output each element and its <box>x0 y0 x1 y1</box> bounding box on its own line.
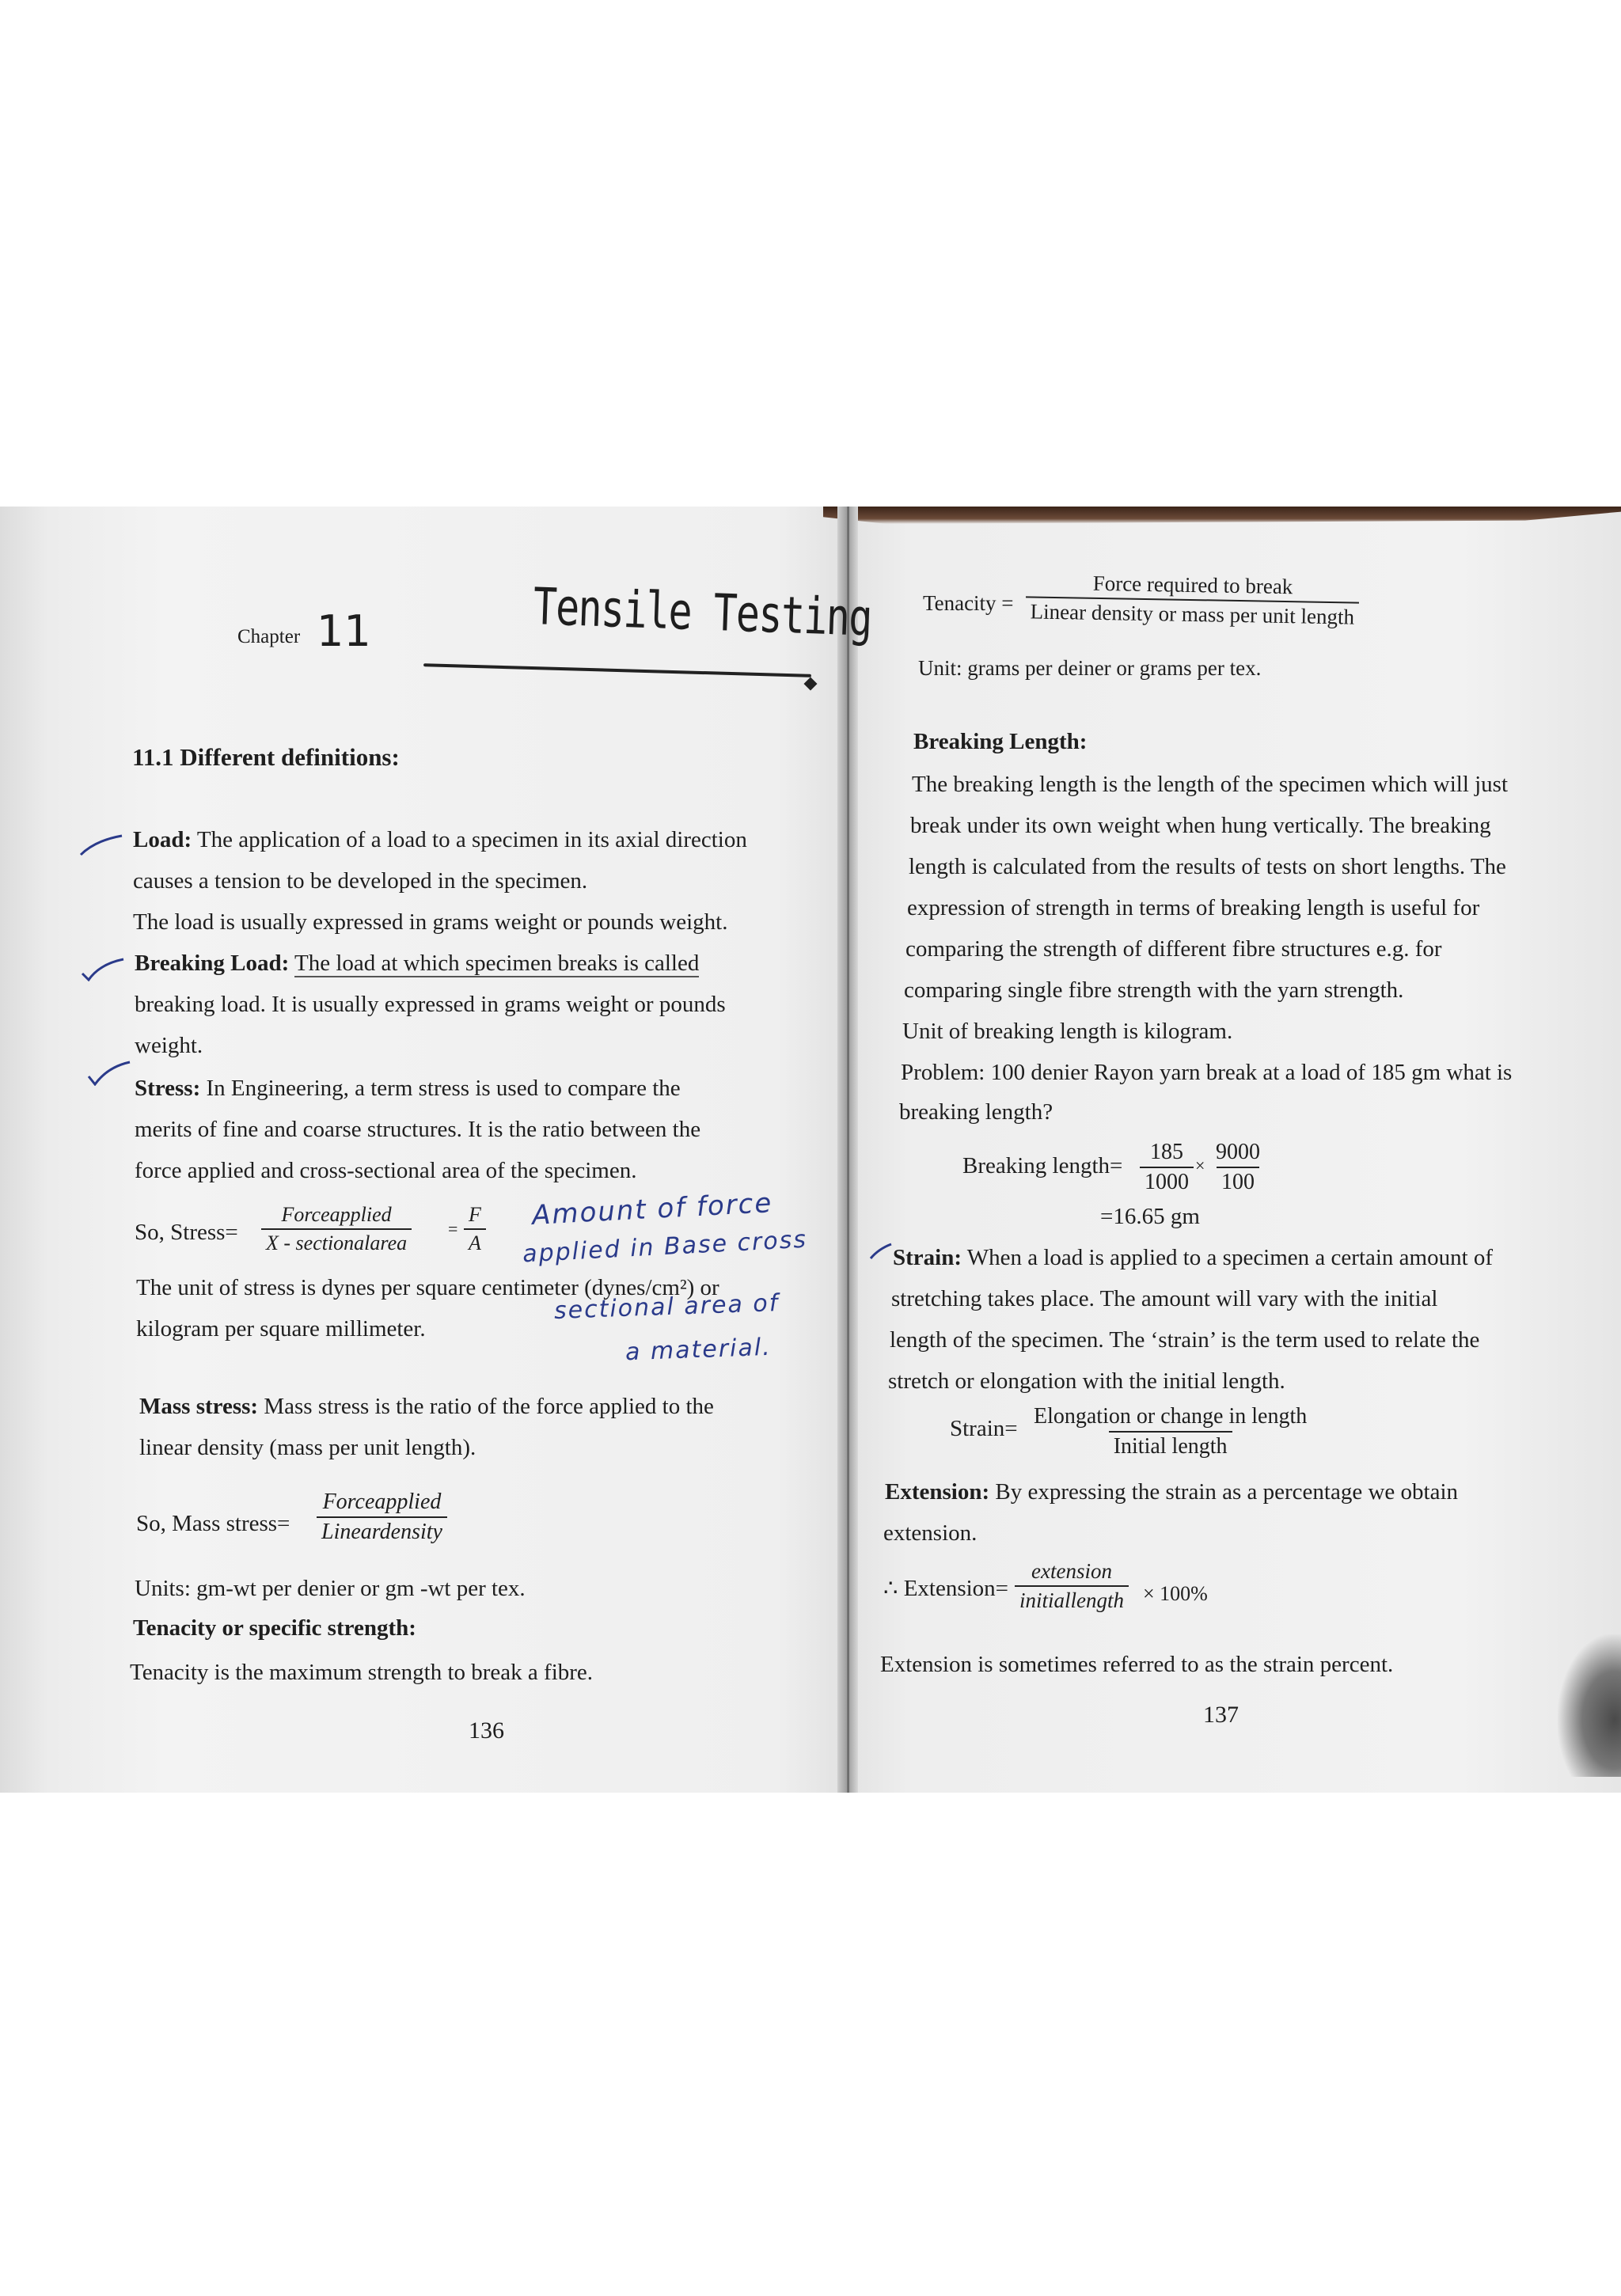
title-underline <box>423 663 811 677</box>
stress-line2: merits of fine and coarse structures. It is the ratio between the <box>135 1117 701 1142</box>
tenacity-formula-prefix: Tenacity = <box>923 591 1014 615</box>
handwritten-note-line3: sectional area of <box>553 1289 780 1325</box>
handwritten-note-line1: Amount of force <box>531 1187 774 1231</box>
book-edge-shadow <box>823 507 1621 524</box>
checkmark-icon <box>869 1243 893 1262</box>
page-number-left: 136 <box>469 1717 504 1744</box>
chapter-number: 11 <box>317 606 371 656</box>
breaking-length-line5: comparing the strength of different fibre structures e.g. for <box>905 936 1442 962</box>
problem-line1: Problem: 100 denier Rayon yarn break at a load of 185 gm what is <box>901 1060 1513 1085</box>
book-gutter <box>837 507 858 1793</box>
extension-note: Extension is sometimes referred to as the strain percent. <box>880 1652 1394 1677</box>
breaking-length-calc-result: =16.65 gm <box>1100 1204 1200 1229</box>
page-number-right: 137 <box>1203 1702 1239 1728</box>
stress-unit-line2: kilogram per square millimeter. <box>136 1316 426 1342</box>
load-line1: Load: The application of a load to a specimen in its axial direction <box>133 827 747 852</box>
mass-stress-formula-prefix: So, Mass stress= <box>136 1511 290 1536</box>
chapter-label: Chapter <box>237 626 301 647</box>
checkmark-icon <box>87 1061 131 1086</box>
checkmark-icon <box>81 956 125 981</box>
stress-unit-line1: The unit of stress is dynes per square centimeter (dynes/cm²) or <box>136 1275 719 1300</box>
stress-formula-fa: $\frac{F}{A}$ <box>464 1203 486 1255</box>
tenacity-heading: Tenacity or specific strength: <box>133 1615 416 1641</box>
breaking-load-line2: breaking load. It is usually expressed in grams weight or pounds <box>135 992 726 1017</box>
extension-line1: Extension: By expressing the strain as a percentage we obtain <box>885 1479 1459 1505</box>
breaking-load-line3: weight. <box>135 1033 203 1058</box>
breaking-load-line1: Breaking Load: The load at which specimen breaks is called <box>135 951 700 976</box>
stress-formula-fraction: Forceapplied X - sectionalarea <box>261 1203 412 1255</box>
breaking-length-calc-fraction2: $\frac{9000}{100}$ <box>1216 1140 1260 1194</box>
strain-line2: stretching takes place. The amount will vary with the initial <box>891 1286 1438 1311</box>
strain-formula-fraction: Elongation or change in length Initial length <box>1034 1404 1308 1459</box>
stress-formula-eq: = <box>448 1219 458 1239</box>
stress-line3: force applied and cross-sectional area of the specimen. <box>135 1158 637 1183</box>
breaking-length-calc-fraction1: $\frac{185}{1000}$ <box>1140 1140 1194 1195</box>
tenacity-unit: Unit: grams per deiner or grams per tex. <box>918 656 1262 680</box>
strain-line1: Strain: When a load is applied to a specimen a certain amount of <box>893 1245 1494 1270</box>
checkmark-icon <box>79 833 123 858</box>
extension-formula-suffix: × 100% <box>1143 1582 1208 1605</box>
mass-stress-line1: Mass stress: Mass stress is the ratio of the force applied to the <box>139 1394 714 1419</box>
load-line2: causes a tension to be developed in the specimen. <box>133 868 588 894</box>
breaking-length-heading: Breaking Length: <box>913 729 1088 754</box>
stress-line1: Stress: In Engineering, a term stress is used to compare the <box>135 1076 681 1101</box>
breaking-length-line3: length is calculated from the results of tests on short lengths. The <box>909 854 1506 879</box>
breaking-length-unit: Unit of breaking length is kilogram. <box>902 1019 1233 1044</box>
breaking-length-calc-prefix: Breaking length= <box>962 1153 1123 1178</box>
handwritten-note-line2: applied in Base cross <box>522 1225 808 1269</box>
breaking-length-line1: The breaking length is the length of the specimen which will just <box>912 772 1509 797</box>
breaking-length-line4: expression of strength in terms of breaking length is useful for <box>907 895 1480 920</box>
handwritten-note-line4: a material. <box>624 1333 773 1367</box>
breaking-length-calc-times: × <box>1195 1156 1205 1175</box>
problem-line2: breaking length? <box>899 1099 1053 1125</box>
title-underline-end <box>804 677 818 691</box>
section-heading: 11.1 Different definitions: <box>132 743 400 771</box>
extension-line2: extension. <box>883 1520 978 1546</box>
strain-formula-prefix: Strain= <box>950 1416 1018 1441</box>
tenacity-formula-fraction: Force required to break Linear density or mass per unit length <box>1025 570 1360 629</box>
extension-formula-fraction: extension initiallength <box>1015 1559 1129 1613</box>
mass-stress-line2: linear density (mass per unit length). <box>139 1435 476 1460</box>
strain-line4: stretch or elongation with the initial length. <box>888 1368 1285 1394</box>
mass-stress-units: Units: gm-wt per denier or gm -wt per tex. <box>135 1576 526 1601</box>
book-spread <box>0 507 1621 1793</box>
load-line3: The load is usually expressed in grams weight or pounds weight. <box>133 909 728 935</box>
stress-formula-prefix: So, Stress= <box>135 1220 238 1245</box>
strain-line3: length of the specimen. The ‘strain’ is the term used to relate the <box>890 1327 1480 1353</box>
breaking-length-line2: break under its own weight when hung vertically. The breaking <box>910 813 1491 838</box>
breaking-length-line6: comparing single fibre strength with the yarn strength. <box>904 977 1404 1003</box>
chapter-title: Tensile Testing <box>532 578 873 648</box>
extension-formula-prefix: ∴ Extension= <box>883 1576 1009 1601</box>
tenacity-line1: Tenacity is the maximum strength to break a fibre. <box>130 1660 594 1685</box>
thumb-smudge <box>1558 1634 1621 1777</box>
mass-stress-formula-fraction: Forceapplied Lineardensity <box>317 1490 447 1545</box>
